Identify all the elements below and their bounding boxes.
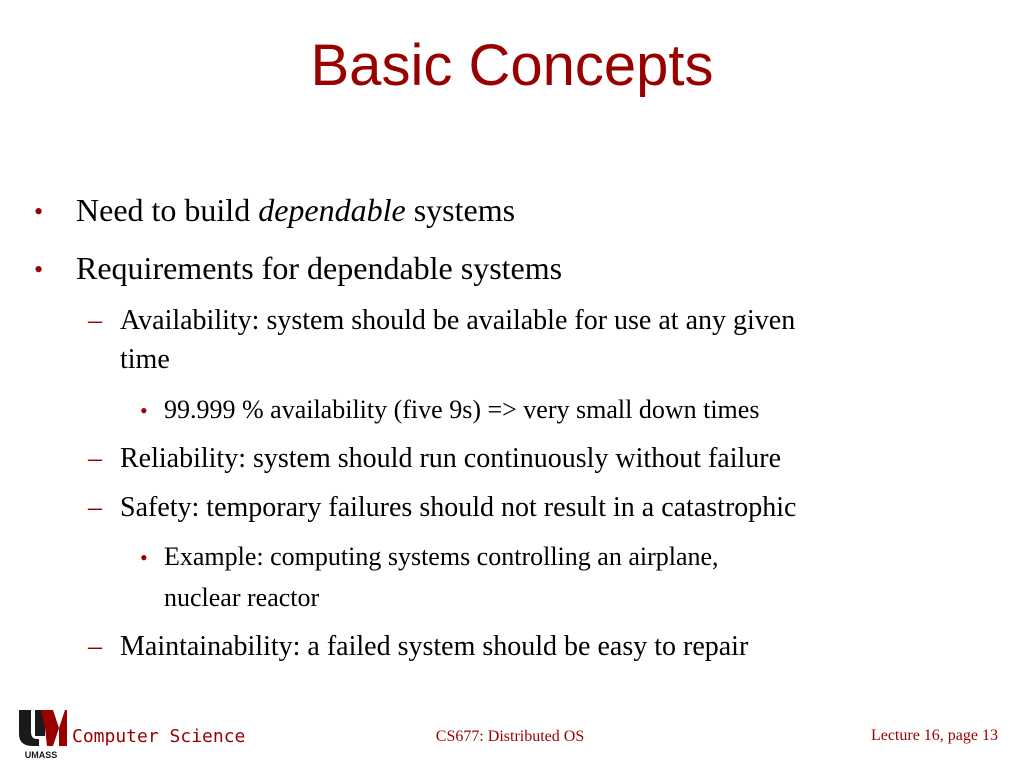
sub-sub-item-text: 99.999 % availability (five 9s) => very small down times	[164, 395, 760, 424]
umass-logo	[15, 706, 67, 760]
bullet-text	[76, 190, 515, 230]
bullet-marker: •	[140, 398, 148, 423]
dash-marker: –	[88, 492, 102, 523]
dash-marker: –	[88, 631, 102, 662]
dash-marker: –	[88, 443, 102, 474]
page-number: Lecture 16, page 13	[870, 727, 998, 744]
course-label: CS677: Distributed OS	[435, 728, 585, 745]
bullet-text-post: systems	[405, 192, 516, 228]
sub-item-text: Maintainability: a failed system should be easy to repair	[120, 631, 749, 662]
sub-item-text: Reliability: system should run continuously without failure	[120, 443, 782, 474]
bullet-text-pre: Need to build	[76, 192, 259, 228]
bullet-marker: •	[34, 255, 44, 284]
bullet-text-emphasis: dependable	[258, 192, 406, 228]
logo-text: UMASS	[24, 750, 58, 760]
sub-sub-item-text: Example: computing systems controlling an airplane,	[164, 542, 719, 571]
sub-item-text: Safety: temporary failures should not result in a catastrophic	[120, 492, 797, 523]
dash-marker: –	[88, 305, 102, 336]
bullet-marker: •	[34, 197, 44, 226]
bullet-text: Requirements for dependable systems	[76, 250, 563, 286]
sub-sub-item-text: nuclear reactor	[164, 583, 320, 612]
sub-item-text: time	[120, 344, 170, 375]
bullet-marker: •	[140, 545, 148, 570]
sub-item-text: Availability: system should be available for use at any given	[120, 305, 796, 336]
department-label: Computer Science	[72, 726, 246, 747]
slide-title: Basic Concepts	[310, 33, 714, 98]
